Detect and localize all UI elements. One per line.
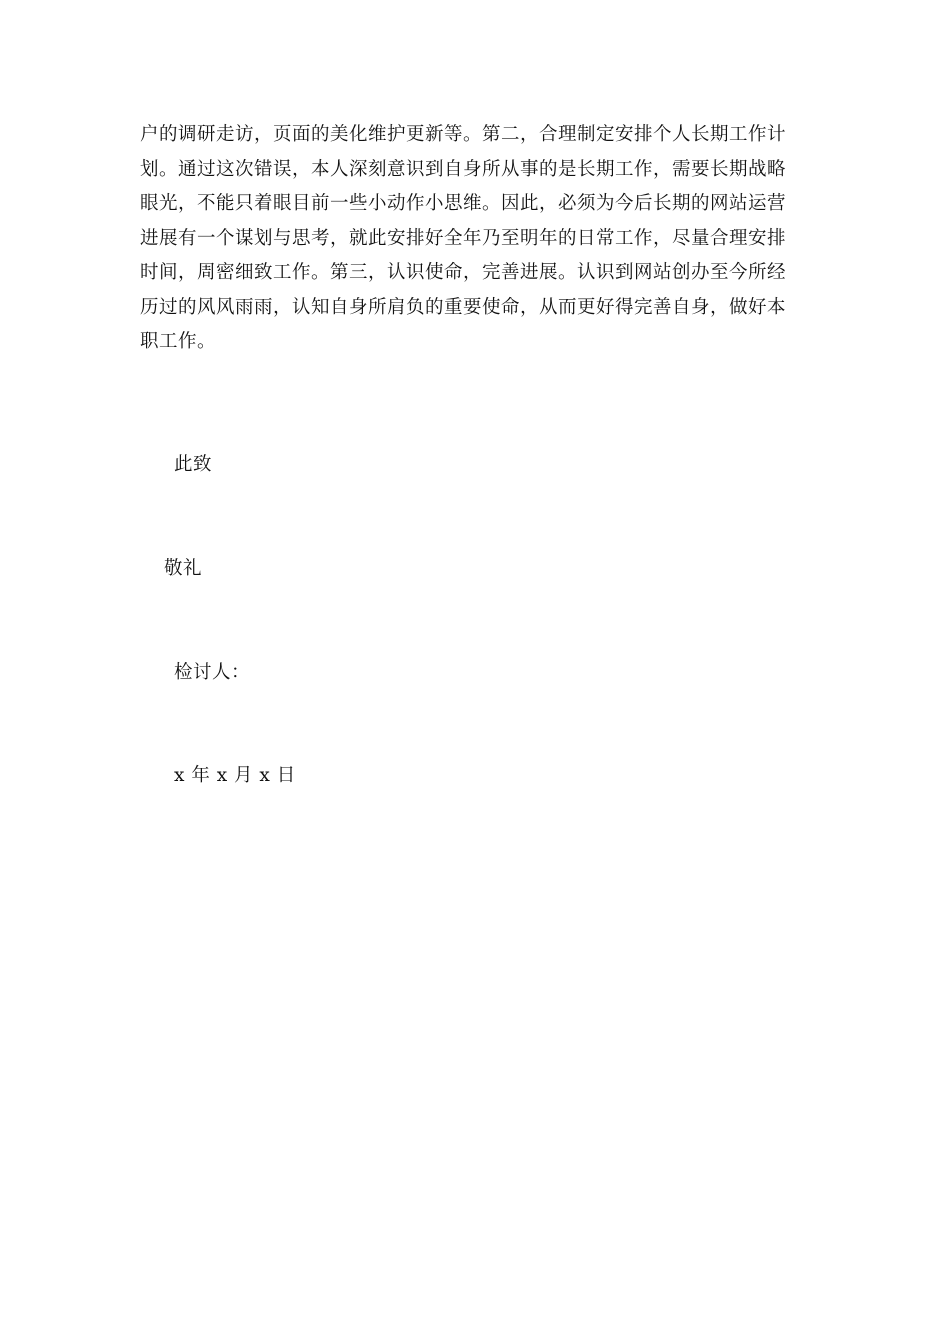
paragraph-line: 历过的风风雨雨，认知自身所肩负的重要使命，从而更好得完善自身，做好本 (140, 296, 787, 318)
signature-date: x 年 x 月 x 日 (174, 765, 296, 786)
paragraph-line: 进展有一个谋划与思考，就此安排好全年乃至明年的日常工作，尽量合理安排 (140, 227, 787, 249)
signer-label: 检讨人： (174, 662, 251, 683)
paragraph-line: 划。通过这次错误，本人深刻意识到自身所从事的是长期工作，需要长期战略 (140, 158, 787, 180)
paragraph-line: 户的调研走访，页面的美化维护更新等。第二，合理制定安排个人长期工作计 (140, 124, 787, 145)
paragraph-line: 时间，周密细致工作。第三，认识使命，完善进展。认识到网站创办至今所经 (140, 262, 787, 283)
paragraph-line: 眼光，不能只着眼目前一些小动作小思维。因此，必须为今后长期的网站运营 (140, 193, 787, 214)
body-paragraph (140, 118, 800, 360)
closing-salutation: 此致 (174, 454, 213, 475)
closing-regards: 敬礼 (164, 558, 203, 579)
paragraph-line: 职工作。 (140, 331, 217, 352)
